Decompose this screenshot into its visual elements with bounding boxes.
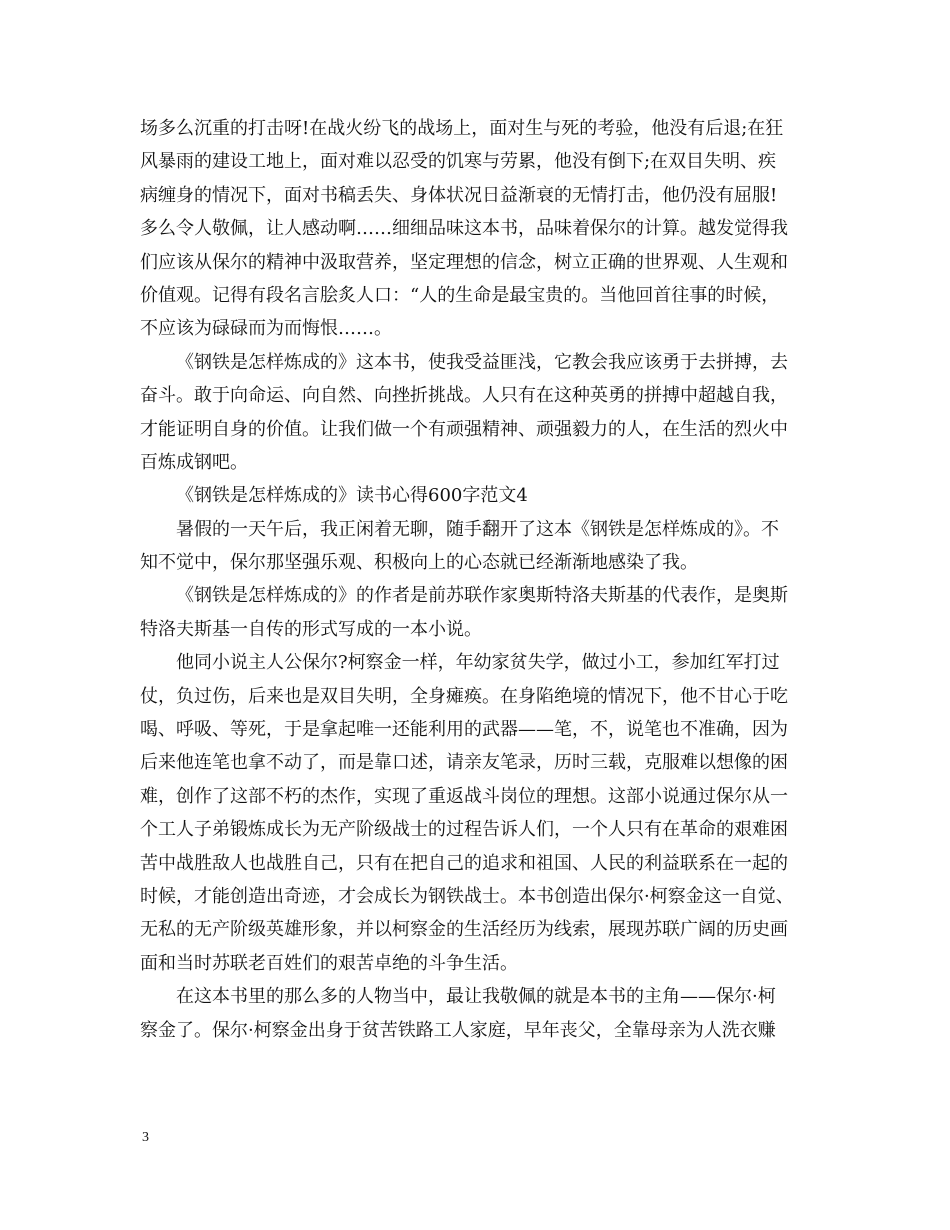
- text-line: 才能证明自身的价值。让我们做一个有顽强精神、顽强毅力的人，在生活的烈火中: [140, 418, 788, 440]
- text-line: 察金了。保尔·柯察金出身于贫苦铁路工人家庭，早年丧父，全靠母亲为人洗衣赚: [140, 1019, 776, 1041]
- text-line: 个工人子弟锻炼成长为无产阶级战士的过程告诉人们，一个人只有在革命的艰难困: [140, 819, 788, 841]
- text-line: 价值观。记得有段名言脍炙人口：“人的生命是最宝贵的。当他回首往事的时候，: [140, 284, 780, 306]
- text-line: 喝、呼吸、等死，于是拿起唯一还能利用的武器——笔，不，说笔也不准确，因为: [140, 719, 788, 741]
- text-line: 多么令人敬佩，让人感动啊……细细品味这本书，品味着保尔的计算。越发觉得我: [140, 218, 788, 240]
- text-line: 难，创作了这部不朽的杰作，实现了重返战斗岗位的理想。这部小说通过保尔从一: [140, 785, 788, 807]
- text-line: 百炼成钢吧。: [140, 451, 248, 473]
- text-line: 他同小说主人公保尔?柯察金一样，年幼家贫失学，做过小工，参加红军打过: [176, 652, 780, 674]
- text-line: 不应该为碌碌而为而悔恨……。: [140, 318, 392, 340]
- text-line: 风暴雨的建设工地上，面对难以忍受的饥寒与劳累，他没有倒下;在双目失明、疾: [140, 151, 777, 173]
- text-line: 病缠身的情况下，面对书稿丢失、身体状况日益渐衰的无情打击，他仍没有屈服!: [140, 184, 778, 206]
- text-line: 后来他连笔也拿不动了，而是靠口述，请亲友笔录，历时三载，克服难以想像的困: [140, 752, 788, 774]
- page-number: 3: [142, 1130, 149, 1145]
- text-line: 场多么沉重的打击呀!在战火纷飞的战场上，面对生与死的考验，他没有后退;在狂: [140, 118, 784, 139]
- text-line: 们应该从保尔的精神中汲取营养，坚定理想的信念，树立正确的世界观、人生观和: [140, 251, 788, 273]
- text-line: 《钢铁是怎样炼成的》读书心得600字范文4: [176, 485, 528, 507]
- text-line: 无私的无产阶级英雄形象，并以柯察金的生活经历为线索，展现苏联广阔的历史画: [140, 919, 788, 941]
- text-line: 特洛夫斯基一自传的形式写成的一本小说。: [140, 618, 482, 640]
- text-line: 《钢铁是怎样炼成的》的作者是前苏联作家奥斯特洛夫斯基的代表作，是奥斯: [176, 585, 788, 607]
- body-text: [140, 112, 820, 1047]
- text-line: 暑假的一天午后，我正闲着无聊，随手翻开了这本《钢铁是怎样炼成的》。不: [176, 518, 779, 540]
- text-line: 仗，负过伤，后来也是双目失明，全身瘫痪。在身陷绝境的情况下，他不甘心于吃: [140, 685, 788, 707]
- text-line: 《钢铁是怎样炼成的》这本书，使我受益匪浅，它教会我应该勇于去拼搏，去: [176, 351, 788, 373]
- text-line: 在这本书里的那么多的人物当中，最让我敬佩的就是本书的主角——保尔·柯: [176, 986, 776, 1008]
- text-line: 知不觉中，保尔那坚强乐观、积极向上的心态就已经渐渐地感染了我。: [140, 552, 698, 574]
- text-line: 面和当时苏联老百姓们的艰苦卓绝的斗争生活。: [140, 952, 518, 974]
- text-line: 时候，才能创造出奇迹，才会成长为钢铁战士。本书创造出保尔·柯察金这一自觉、: [140, 885, 794, 907]
- text-line: 奋斗。敢于向命运、向自然、向挫折挑战。人只有在这种英勇的拼搏中超越自我，: [140, 385, 788, 407]
- text-line: 苦中战胜敌人也战胜自己，只有在把自己的追求和祖国、人民的利益联系在一起的: [140, 852, 788, 874]
